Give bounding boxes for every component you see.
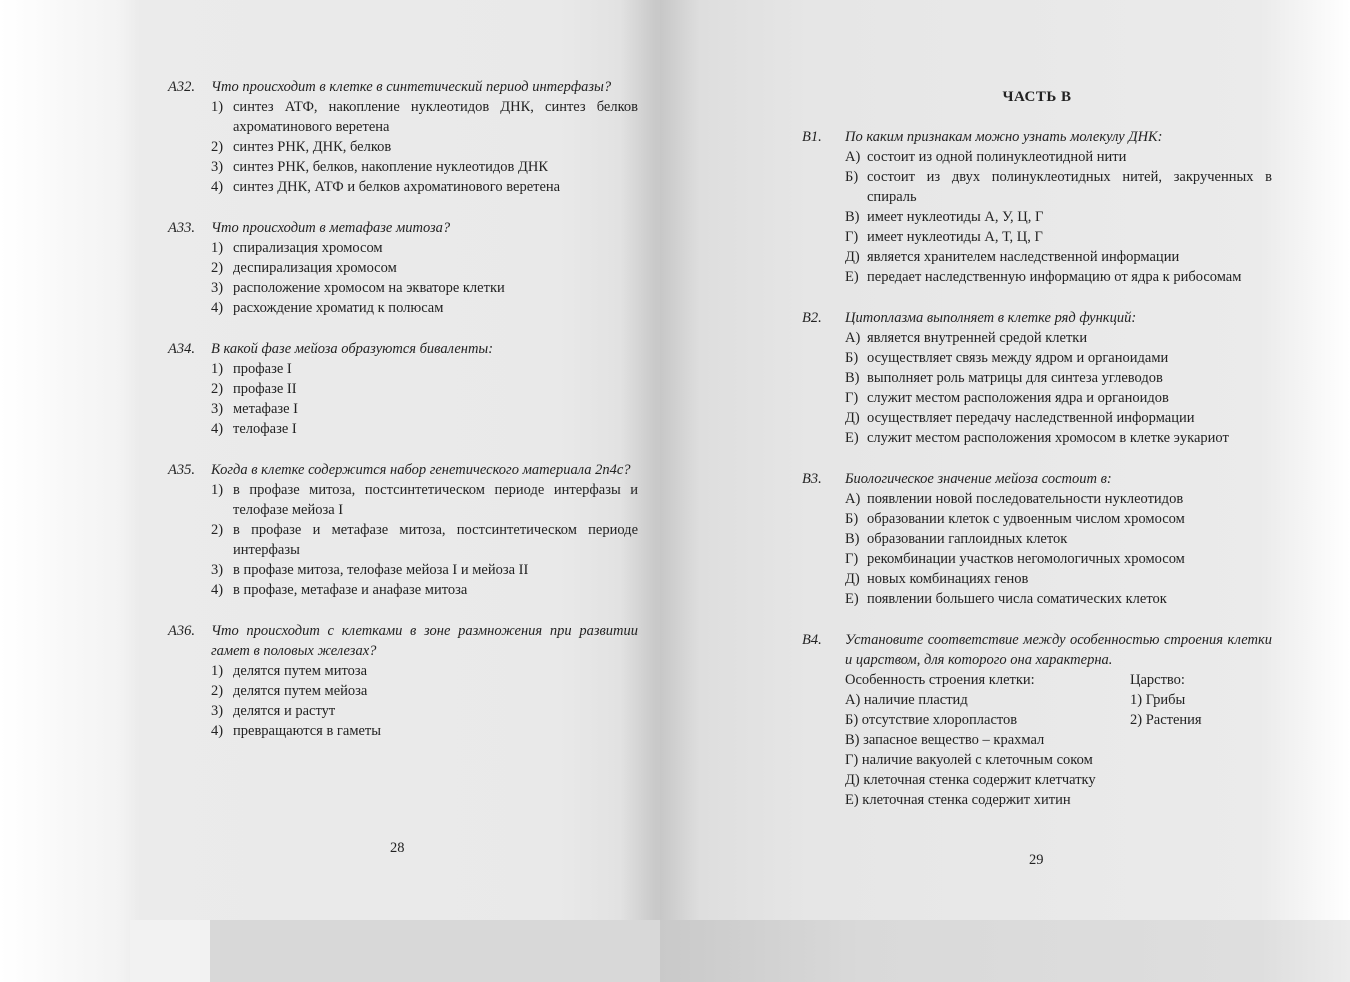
answer-option [211,97,638,137]
question-number: В3. [802,471,822,487]
kingdom-item [1130,730,1272,750]
answer-text: расположение хромосом на экваторе клетки [233,280,505,296]
answer-option [211,419,638,439]
question-text: Что происходит с клетками в зоне размножения при развитии гамет в половых железах? [211,623,638,659]
answer-option [211,177,638,197]
answer-label: А) [845,491,861,507]
right-column [802,87,1272,831]
column-header: Царство: [1130,672,1185,688]
answer-label: 2) [211,139,224,155]
answer-option [845,147,1272,167]
answer-text: спирализация хромосом [233,240,383,256]
feature-item: Б) отсутствие хлоропластов [845,712,1018,728]
question-text: Что происходит в клетке в синтетический период интерфазы? [211,79,612,95]
answer-label: 4) [211,179,224,195]
answer-option [211,379,638,399]
answer-option [211,560,638,580]
answer-option [845,569,1272,589]
answer-option [845,428,1272,448]
answer-label: Д) [845,571,860,587]
answer-label: Е) [845,430,859,446]
page-number: 28 [390,840,405,856]
answer-option [211,520,638,560]
answer-option [211,721,638,741]
question-text: В какой фазе мейоза образуются биваленты: [211,341,494,357]
answer-option [845,247,1272,267]
answer-option [845,207,1272,227]
column-header: Особенность строения клетки: [845,672,1035,688]
answer-label: 3) [211,562,224,578]
answer-text: в профазе, метафазе и анафазе митоза [233,582,468,598]
answer-text: превращаются в гаметы [233,723,382,739]
answer-text: профазе I [233,361,292,377]
answer-label: 4) [211,300,224,316]
question-number: В2. [802,310,822,326]
answer-label: 1) [211,361,224,377]
matching-row [845,710,1272,730]
answer-text: является внутренней средой клетки [867,330,1088,346]
answer-option [845,167,1272,207]
answer-text: имеет нуклеотиды А, Т, Ц, Г [867,229,1043,245]
matching-table [845,670,1272,810]
matching-row [845,770,1272,790]
answer-label: 2) [211,381,224,397]
answer-text: профазе II [233,381,297,397]
answer-text: осуществляет связь между ядром и органоидами [867,350,1169,366]
answer-text: образовании гаплоидных клеток [867,531,1068,547]
answer-label: 3) [211,401,224,417]
answer-text: в профазе митоза, телофазе мейоза I и мейоза II [233,562,529,578]
answer-label: 3) [211,703,224,719]
question-a33 [168,218,638,318]
question-b1 [802,127,1272,287]
question-b2 [802,308,1272,448]
matching-row [845,790,1272,810]
answer-text: в профазе и метафазе митоза, постсинтетическом периоде интерфазы [233,522,638,558]
answer-label: 1) [211,240,224,256]
answer-option [845,227,1272,247]
question-number: А33. [168,220,195,236]
question-number: А34. [168,341,195,357]
question-text: Что происходит в метафазе митоза? [211,220,451,236]
question-b3 [802,469,1272,609]
answer-text: имеет нуклеотиды А, У, Ц, Г [867,209,1044,225]
answer-text: выполняет роль матрицы для синтеза углеводов [867,370,1163,386]
answer-label: 2) [211,683,224,699]
answer-text: состоит из двух полинуклеотидных нитей, закрученных в спираль [867,169,1272,205]
kingdom-item [1130,790,1272,810]
answer-text: делятся путем мейоза [233,683,368,699]
answer-text: синтез ДНК, АТФ и белков ахроматинового веретена [233,179,561,195]
answer-option [845,408,1272,428]
scan-shadow [660,920,1350,982]
answer-option [211,238,638,258]
answer-option [211,359,638,379]
answer-text: в профазе митоза, постсинтетическом периоде интерфазы и телофазе мейоза I [233,482,638,518]
answer-label: Е) [845,269,859,285]
answer-text: появлении новой последовательности нуклеотидов [867,491,1184,507]
answer-option [845,388,1272,408]
answer-option [845,267,1272,287]
feature-item: В) запасное вещество – крахмал [845,732,1045,748]
answer-label: В) [845,370,860,386]
question-text: Когда в клетке содержится набор генетического материала 2n4c? [211,462,631,478]
answer-label: А) [845,149,861,165]
answer-option [211,580,638,600]
answer-label: 3) [211,280,224,296]
question-a34 [168,339,638,439]
answer-text: делятся и растут [233,703,336,719]
answer-option [211,137,638,157]
answer-option [211,681,638,701]
answer-option [211,298,638,318]
answer-text: синтез РНК, белков, накопление нуклеотидов ДНК [233,159,549,175]
answer-option [211,399,638,419]
answer-option [211,258,638,278]
answer-label: В) [845,531,860,547]
answer-text: деспирализация хромосом [233,260,397,276]
scan-shadow [130,920,210,982]
question-number: В4. [802,632,822,648]
section-title: ЧАСТЬ В [1002,89,1072,105]
answer-text: расхождение хроматид к полюсам [233,300,444,316]
answer-label: 1) [211,482,224,498]
question-a35 [168,460,638,600]
answer-option [845,549,1272,569]
kingdom-item [1130,770,1272,790]
answer-option [211,278,638,298]
answer-text: рекомбинации участков негомологичных хромосом [867,551,1185,567]
answer-label: 4) [211,723,224,739]
kingdom-item: 2) Растения [1130,712,1202,728]
answer-label: 4) [211,582,224,598]
answer-option [211,157,638,177]
answer-text: синтез АТФ, накопление нуклеотидов ДНК, синтез белков ахроматинового веретена [233,99,638,135]
kingdom-item: 1) Грибы [1130,692,1186,708]
answer-text: новых комбинациях генов [867,571,1029,587]
answer-text: передает наследственную информацию от ядра к рибосомам [867,269,1242,285]
page-number: 29 [1029,852,1044,868]
answer-option [845,328,1272,348]
question-a36 [168,621,638,741]
answer-label: 2) [211,260,224,276]
answer-label: 3) [211,159,224,175]
answer-option [845,368,1272,388]
answer-text: телофазе I [233,421,297,437]
answer-option [845,489,1272,509]
answer-label: Г) [845,551,859,567]
answer-text: осуществляет передачу наследственной информации [867,410,1195,426]
question-number: А35. [168,462,195,478]
answer-label: Б) [845,350,859,366]
answer-label: Е) [845,591,859,607]
question-a32 [168,77,638,197]
answer-text: делятся путем митоза [233,663,368,679]
answer-option [845,509,1272,529]
question-text: Биологическое значение мейоза состоит в: [845,471,1112,487]
question-b4 [802,630,1272,810]
answer-option [845,589,1272,609]
answer-label: Г) [845,390,859,406]
answer-text: служит местом расположения хромосом в клетке эукариот [867,430,1229,446]
feature-item: Г) наличие вакуолей с клеточным соком [845,752,1093,768]
question-number: В1. [802,129,822,145]
answer-label: Д) [845,249,860,265]
question-text: По каким признакам можно узнать молекулу ДНК: [845,129,1163,145]
answer-label: Д) [845,410,860,426]
matching-row [845,730,1272,750]
answer-option [845,529,1272,549]
question-number: А32. [168,79,195,95]
question-text: Установите соответствие между особенностью строения клетки и царством, для которого она характерна. [845,632,1272,668]
answer-text: образовании клеток с удвоенным числом хромосом [867,511,1185,527]
answer-text: является хранителем наследственной информации [867,249,1180,265]
answer-option [845,348,1272,368]
question-number: А36. [168,623,195,639]
answer-text: служит местом расположения ядра и органоидов [867,390,1169,406]
answer-label: 4) [211,421,224,437]
matching-row [845,690,1272,710]
kingdom-item [1130,750,1272,770]
feature-item: Д) клеточная стенка содержит клетчатку [845,772,1096,788]
answer-label: 1) [211,663,224,679]
answer-label: А) [845,330,861,346]
answer-label: 1) [211,99,224,115]
matching-row [845,750,1272,770]
answer-text: метафазе I [233,401,299,417]
question-text: Цитоплазма выполняет в клетке ряд функций: [845,310,1137,326]
answer-label: В) [845,209,860,225]
answer-label: Б) [845,511,859,527]
answer-text: состоит из одной полинуклеотидной нити [867,149,1127,165]
answer-label: Б) [845,169,859,185]
answer-label: 2) [211,522,224,538]
answer-option [211,661,638,681]
matching-header [845,670,1272,690]
left-column [168,77,638,762]
answer-option [211,480,638,520]
feature-item: А) наличие пластид [845,692,968,708]
answer-text: синтез РНК, ДНК, белков [233,139,392,155]
answer-text: появлении большего числа соматических клеток [867,591,1167,607]
feature-item: Е) клеточная стенка содержит хитин [845,792,1071,808]
answer-label: Г) [845,229,859,245]
answer-option [211,701,638,721]
